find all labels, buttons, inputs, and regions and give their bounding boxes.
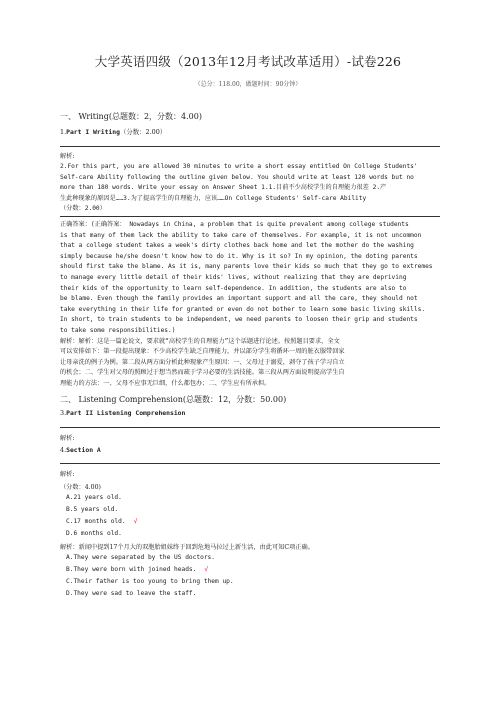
answer-line: simply because he/she doesn't know how to do it. Why is it so? In my opinion, the doting parents [60,252,418,260]
question-title: Part II Listening Comprehension [66,409,186,417]
analysis-label: 解析: [60,471,75,478]
analysis-line: 的机会；二、学生对父母的照顾过于想当然而疏于学习必要的生活技能。第三段从两方面说明提高学生自 [60,369,345,377]
question-4 [60,446,101,454]
analysis-line: 让母亲洗的例子为例。第二段从两方面分析此种现象产生原因：一、父母过于溺爱，剥夺了孩子学习自立 [60,358,345,366]
divider [60,463,440,464]
option-d [66,530,122,537]
option-text: C.Their father is too young to bring them up. [66,578,234,585]
option-d [66,590,196,597]
option-c [66,518,137,525]
correct-check-icon: √ [133,518,138,525]
option-text: B.5 years old. [66,506,119,513]
answer-line: that a college student takes a week's dirty clothes back home and let the mother do the washing [60,242,414,250]
option-text: B.They were born with joined heads. [66,566,197,573]
question-score: （分数：4.00) [60,484,101,491]
question-1 [60,127,166,136]
divider [60,427,440,428]
answer-line: to manage every little detail of their kids' lives, without realizing that they are depriving [60,273,407,281]
analysis-line: 解析：新闻中提到17个月大的双胞胎姐妹终于回到危地马拉过上新生活，由此可知C项正确。 [60,544,314,551]
question-2-line: Self-care Ability following the outline given below. You should write at least 120 words but no [60,173,414,181]
option-a [66,554,215,561]
answer-line: their kids of the opportunity to learn self-dependence. In addition, the students are also to [60,284,407,292]
question-number: 3. [60,409,67,417]
option-b [66,506,118,513]
answer-line: should first take the blame. As it is, many parents love their kids so much that they go to extremes [60,263,433,271]
answer-block [60,220,440,390]
question-title: Section A [66,446,101,454]
analysis-label: 解析: [60,435,75,442]
question-2-text [60,162,440,215]
divider [60,216,440,217]
divider [60,146,440,147]
analysis-label: 解析: [60,153,75,160]
option-text: D.6 months old. [66,530,122,537]
question-score: （分数：2.00） [119,128,167,136]
document-subtitle: （总分：118.00，做题时间：90分钟） [194,81,302,88]
question-2-line: 生此种现象的原因是……3.为了提高学生的自理能力，应该……On College Students' Self-care Ability [60,194,367,202]
option-text: C.17 months old. [66,518,126,525]
question-number: 1. [60,128,67,136]
section-heading-writing: 一、 Writing(总题数：2，分数：4.00) [60,112,202,121]
question-3 [60,409,185,417]
question-2-line: （分数：2.00） [60,205,106,213]
analysis-line: 理能力的方法：一、父母不应事无巨细，什么都包办；二、学生应有所承担。 [60,379,271,387]
correct-check-icon: √ [204,566,209,573]
option-text: A.21 years old. [66,494,122,501]
option-text: D.They were sad to leave the staff. [66,590,197,597]
option-c [66,578,234,585]
answer-line: take everything in their life for granted or even do not bother to learn some basic living skills. [60,305,426,313]
analysis-line: 解析：解析：这是一篇论说文，要求就“高校学生的自理能力”这个话题进行论述。按照题目要求，全文 [60,337,340,345]
option-b [66,566,208,573]
question-2-line: 2.For this part, you are allowed 30 minutes to write a short essay entitled On College Students' [60,163,418,170]
answer-line: In short, to train students to be independent, we need parents to loosen their grip and students [60,316,418,324]
answer-line: is that many of them lack the ability to take care of themselves. For example, it is not uncommon [60,231,422,239]
answer-line: be blame. Even though the family provides an important support and all the care, they should not [60,295,418,303]
option-text: A.They were separated by the US doctors. [66,554,216,561]
question-title: Part I Writing [66,128,120,136]
option-a [66,494,122,501]
answer-line: to take some responsibilities.) [60,326,176,334]
answer-line: 正确答案：(正确答案： Nowadays in China, a problem that is quite prevalent among college students [60,221,409,228]
section-heading-listening: 二、 Listening Comprehension(总题数：12，分数：50.00) [60,395,287,404]
question-2-line: more than 180 words. Write your essay on Answer Sheet 1.1.目前不少高校学生的自理能力很差 2.产 [60,184,387,192]
document-title: 大学英语四级（2013年12月考试改革适用）-试卷226 [94,54,402,69]
analysis-line: 可以安排如下：第一段提出现象：不少高校学生缺乏自理能力，并以部分学生将循环一周的脏衣服带回家 [60,348,345,356]
question-number: 4. [60,446,67,454]
